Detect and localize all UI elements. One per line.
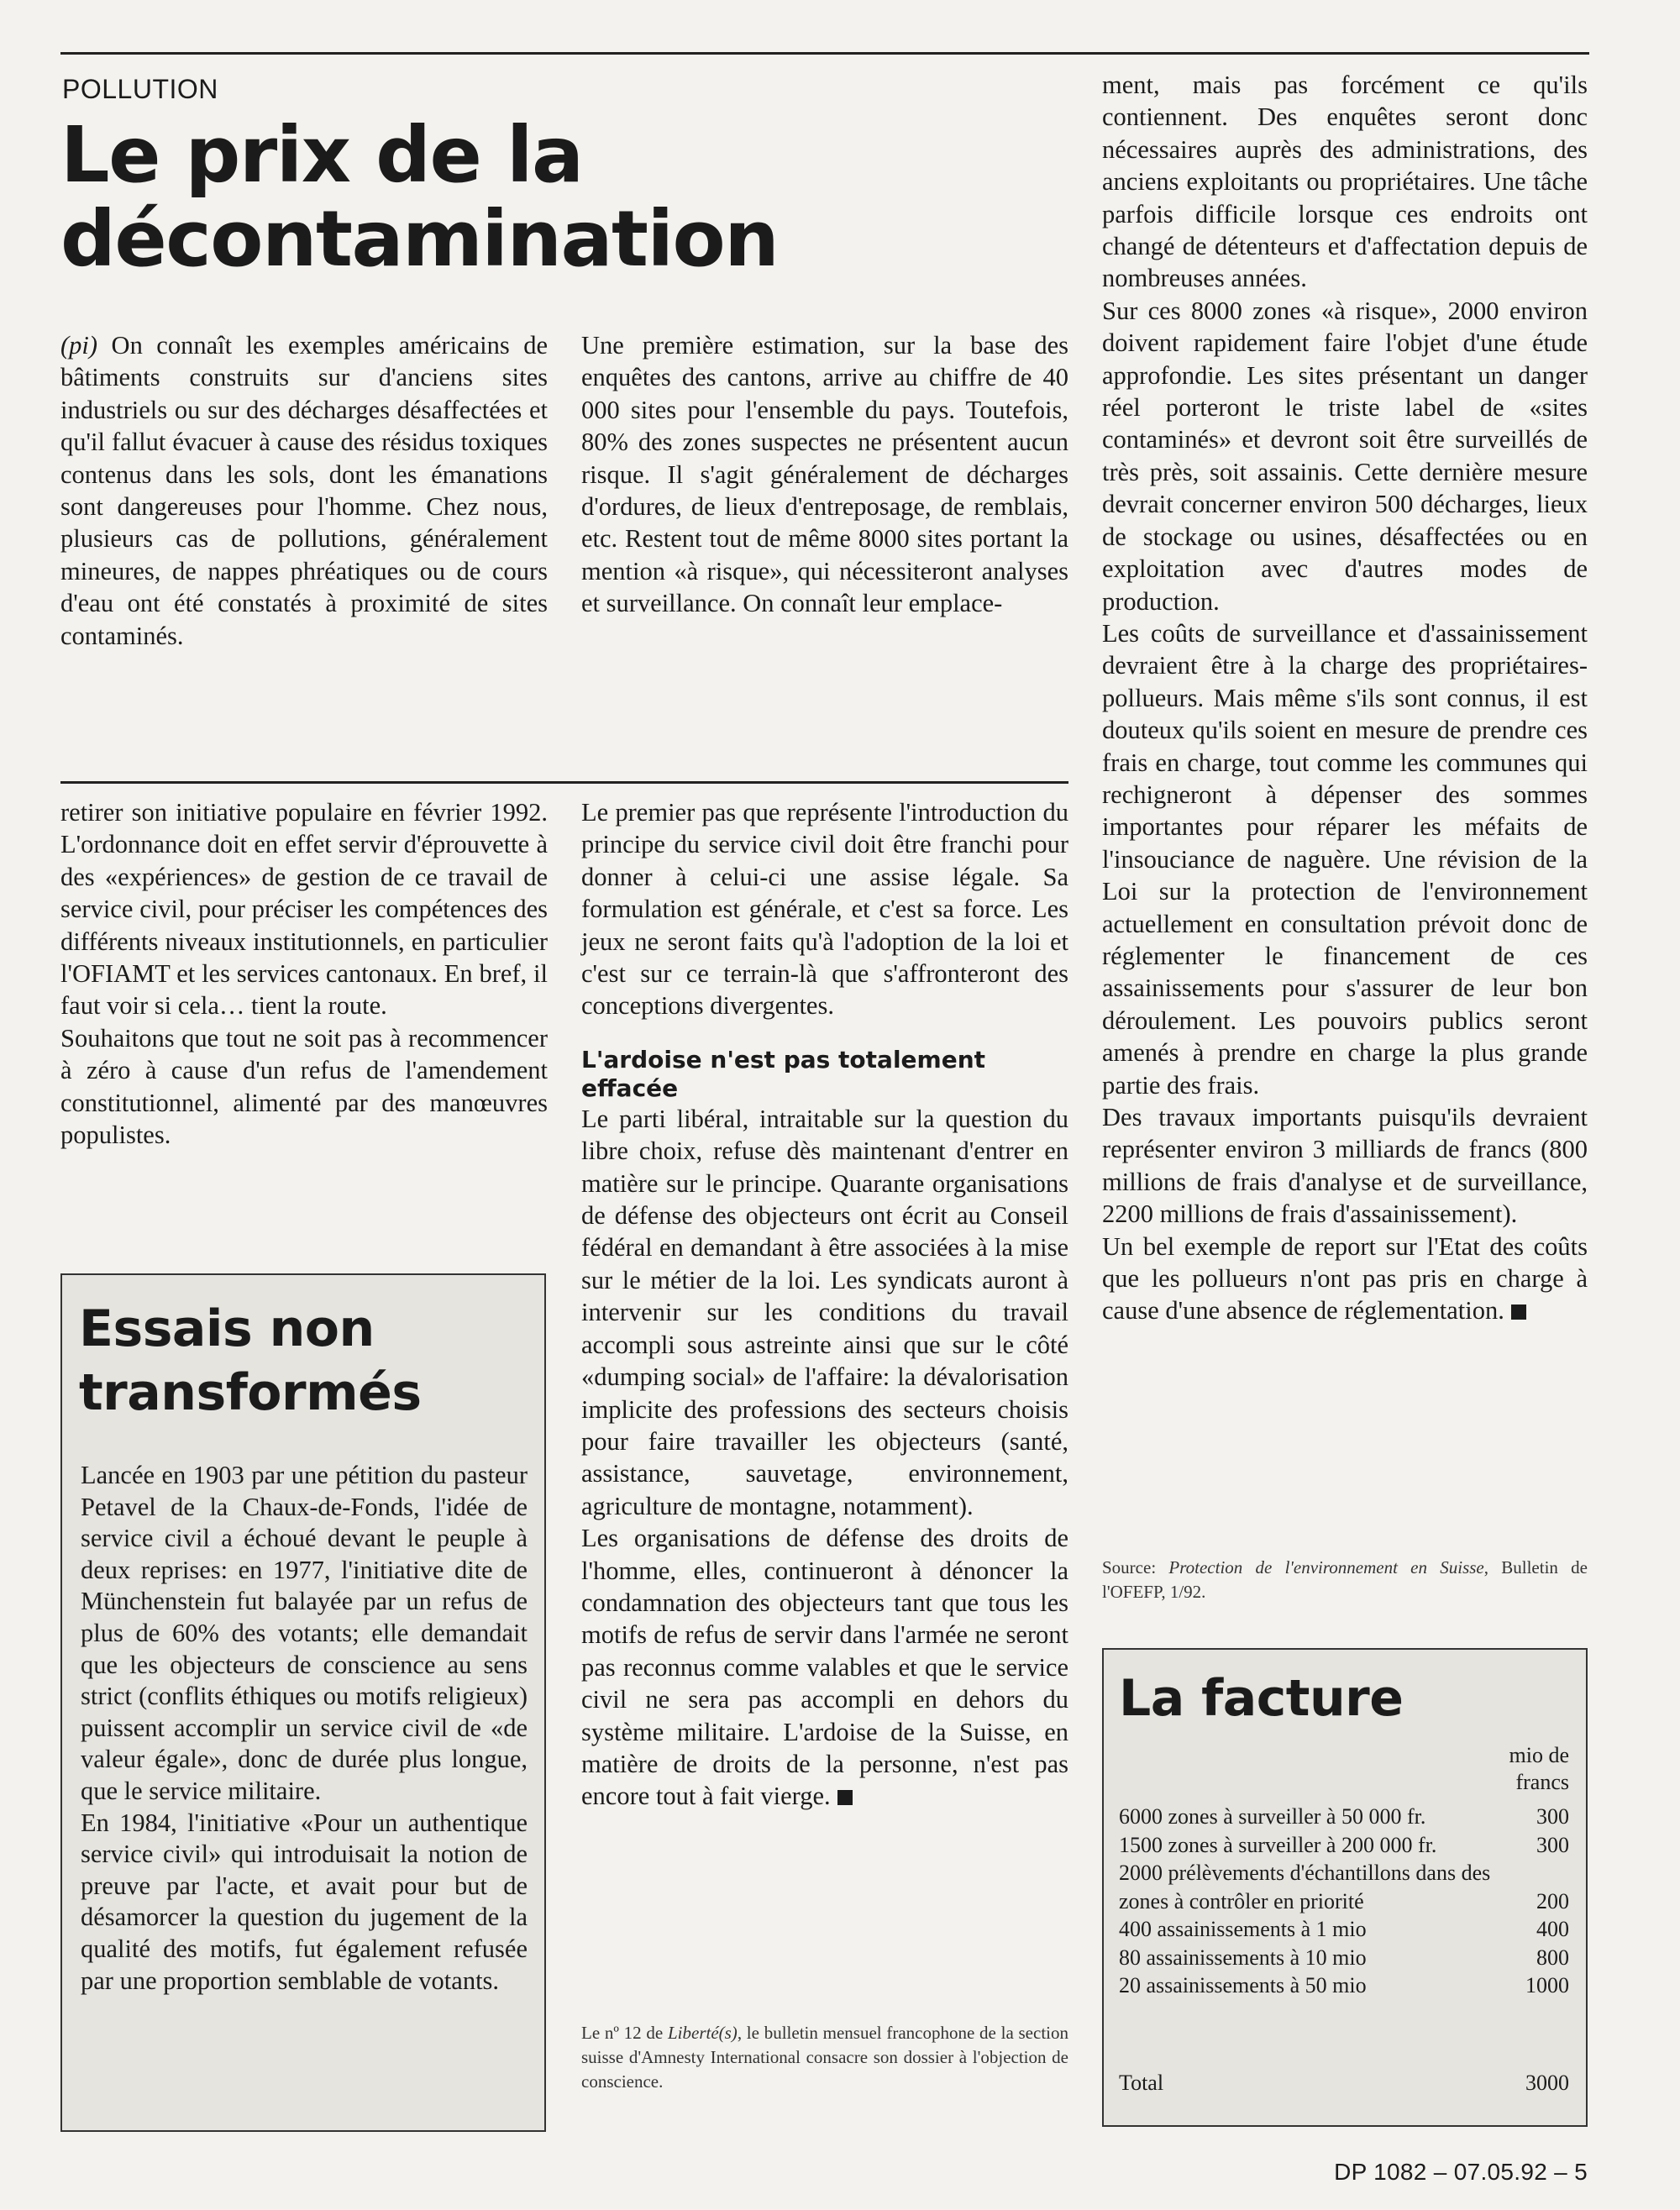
article1-column-3 [1102, 69, 1588, 1327]
article1-intro [60, 329, 548, 652]
cost-amount: 1000 [1525, 1973, 1569, 1997]
article2-footnote [581, 2021, 1068, 2094]
cost-row [1119, 1915, 1569, 1944]
article1-closing-text: Un bel exemple de report sur l'Etat des coûts que les pollueurs n'ont pas pris en charge à cause d'une absence de réglementation. [1102, 1231, 1588, 1325]
article1-source-note [1102, 1556, 1588, 1604]
box-paragraph: En 1984, l'initiative «Pour un authentique service civil» qui introduisait la notion de preuve par l'acte, et avait pour but de désamorcer la question du jugement de la qualité des motifs, fut également refusée par une proportion semblable de votants. [81, 1808, 528, 1995]
cost-row [1119, 1831, 1569, 1860]
article1-column-2 [581, 329, 1068, 620]
sidebar-box-essais [60, 1273, 546, 2132]
cost-row [1119, 1944, 1569, 1972]
total-amount: 3000 [1525, 2071, 1569, 2095]
page-footer: DP 1082 – 07.05.92 – 5 [1334, 2159, 1588, 2185]
cost-row [1119, 1803, 1569, 1831]
cost-label: 6000 zones à surveiller à 50 000 fr. [1119, 1804, 1426, 1829]
cost-total-row [1119, 2070, 1569, 2097]
cost-label: 80 assainissements à 10 mio [1119, 1945, 1367, 1970]
box-title: Essais non transformés [79, 1299, 422, 1422]
article2-paragraph: retirer son initiative populaire en février 1992. L'ordonnance doit en effet servir d'éprouvette à des «expériences» de gestion de ce travail de service civil, pour préciser les compétences des différents niveaux institutionnels, en particulier l'OFIAMT et les services cantonaux. En bref, il faut voir si cela… tient la route. [60, 798, 548, 1021]
cost-row [1119, 1971, 1569, 2000]
author-initials: (pi) [60, 331, 98, 360]
note-suffix: , le bulletin mensuel francophone de la section suisse d'Amnesty International consacre son dossier à l'objection de conscience. [581, 2023, 1068, 2092]
cost-label: 1500 zones à surveiller à 200 000 fr. [1119, 1832, 1437, 1857]
article2-column-1 [60, 796, 548, 1151]
article1-paragraph [1102, 1231, 1588, 1327]
cost-label: 20 assainissements à 50 mio [1119, 1973, 1367, 1997]
article1-paragraph: Des travaux importants puisqu'ils devraient représenter environ 3 milliards de francs (800 millions de frais d'analyse et de surveillance, 2200 millions de frais d'assainissement). [1102, 1103, 1588, 1229]
article1-column-1 [60, 329, 548, 652]
cost-row [1119, 1859, 1569, 1915]
cost-amount: 200 [1536, 1888, 1569, 1913]
cost-label: 400 assainissements à 1 mio [1119, 1917, 1367, 1941]
article2-closing-text: Les organisations de défense des droits de l'homme, elles, continueront à dénoncer la condamnation des objecteurs tant que tous les motifs de refus de servir dans l'armée ne seront pas reconnus comme valables et que le service civil ne sera pas accompli en dehors du système militaire. L'ardoise de la Suisse, en matière de droits de la personne, n'est pas encore tout à fait vierge. [581, 1524, 1068, 1811]
cost-amount: 800 [1536, 1945, 1569, 1970]
note-title: Liberté(s) [667, 2023, 738, 2043]
article2-paragraph: Souhaitons que tout ne soit pas à recommencer à zéro à cause d'un refus de l'amendement constitutionnel, alimenté par des manœuvres populistes. [60, 1023, 548, 1150]
intro-text: On connaît les exemples américains de bâtiments construits sur d'anciens sites industriels ou sur des décharges désaffectées et qu'il fallut évacuer à cause des résidus toxiques contenus dans les sols, dont les émanations sont dangereuses pour l'homme. Chez nous, plusieurs cas de pollutions, généralement mineures, de nappes phréatiques ou de cours d'eau ont été constatés à proximité de sites contaminés. [60, 331, 548, 650]
article1-paragraph: ment, mais pas forcément ce qu'ils contiennent. Des enquêtes seront donc nécessaires auprès des administrations, des anciens exploitants ou propriétaires. Une tâche parfois difficile lorsque ces endroits ont changé de détenteurs et d'affectation depuis de nombreuses années. [1102, 71, 1588, 293]
unit-label [1509, 1742, 1570, 1796]
note-prefix: Le nº 12 de [581, 2023, 668, 2043]
article1-paragraph: Sur ces 8000 zones «à risque», 2000 environ doivent rapidement faire l'objet d'une étude approfondie. Les sites présentant un danger réel porteront le triste label de «sites contaminés» et devront soit être surveillés de très près, soit assainis. Cette dernière mesure devrait concerner environ 500 décharges, lieux de stockage ou usines, désaffectées ou en exploitation avec d'autres modes de production. [1102, 296, 1588, 616]
unit-line: francs [1515, 1770, 1569, 1794]
box-body [81, 1460, 528, 1997]
article2-paragraph [581, 1522, 1068, 1813]
cost-amount: 300 [1536, 1804, 1569, 1829]
cost-amount: 300 [1536, 1832, 1569, 1857]
total-label: Total [1119, 2071, 1164, 2095]
article1-paragraph: Les coûts de surveillance et d'assainissement devraient être à la charge des propriétaires-pollueurs. Mais même s'ils sont connus, il est douteux qu'ils soient en mesure de prendre ces frais en charge, tout comme les communes qui rechigneront à dépenser des sommes importantes pour réparer les méfaits de l'insouciance de naguère. Une révision de la Loi sur la protection de l'environnement actuellement en consultation prévoit donc de réglementer le financement de ces assainissements pour s'assurer de leur bon déroulement. Les pouvoirs publics seront amenés à prendre en charge la plus grande partie des frais. [1102, 618, 1588, 1100]
article2-paragraph: Le parti libéral, intraitable sur la question du libre choix, refuse dès maintenant d'entrer en matière sur le principe. Quarante organisations de défense des objecteurs ont écrit au Conseil fédéral en demandant à être associées à la mise sur le métier de la loi. Les syndicats auront à intervenir sur les conditions du travail accompli sous astreinte ainsi que sur le côté «dumping social» de l'affaire: la dévalorisation implicite des professions des secteurs choisis pour faire travailler les objecteurs (santé, assistance, sauvetage, environnement, agriculture de montagne, notamment). [581, 1104, 1068, 1520]
end-mark-icon [837, 1790, 853, 1805]
article2-column-2 [581, 796, 1068, 1813]
source-suffix: , Bulletin de l'OFEFP, 1/92. [1102, 1557, 1588, 1602]
top-rule [60, 52, 1589, 55]
unit-line: mio de [1509, 1743, 1569, 1767]
box-paragraph: Lancée en 1903 par une pétition du pasteur Petavel de la Chaux-de-Fonds, l'idée de service civil a échoué devant le peuple à deux reprises: en 1977, l'initiative dite de Münchenstein fut balayée par un refus de plus de 60% des votants; elle demandait que les objecteurs de conscience au sens strict (conflits éthiques ou motifs religieux) puissent accomplir un service civil de «de valeur égale», donc de durée plus longue, que le service militaire. [81, 1461, 528, 1805]
sidebar-box-facture [1102, 1648, 1588, 2127]
article2-paragraph: Le premier pas que représente l'introduction du principe du service civil doit être franchi pour donner à celui-ci une assise légale. Sa formulation est générale, et c'est sa force. Les jeux ne seront faits qu'à l'adoption de la loi et c'est sur ce terrain-là que s'affronteront des conceptions divergentes. [581, 798, 1068, 1021]
cost-label: 2000 prélèvements d'échantillons dans des zones à contrôler en priorité [1119, 1861, 1491, 1913]
cost-amount: 400 [1536, 1917, 1569, 1941]
cost-table [1119, 1803, 1569, 2000]
article-headline: Le prix de la décontamination [60, 110, 779, 284]
box-title: La facture [1119, 1669, 1404, 1728]
section-kicker: POLLUTION [62, 74, 218, 104]
article1-paragraph: Une première estimation, sur la base des enquêtes des cantons, arrive au chiffre de 40 000 sites pour l'ensemble du pays. Toutefois, 80% des zones suspectes ne présentent aucun risque. Il s'agit généralement de décharges d'ordures, de lieux d'entreposage, de remblais, etc. Restent tout de même 8000 sites portant la mention «à risque», qui nécessiteront analyses et surveillance. On connaît leur emplace- [581, 331, 1068, 618]
source-prefix: Source: [1102, 1557, 1169, 1577]
section-divider-rule [60, 781, 1068, 784]
source-title: Protection de l'environnement en Suisse [1168, 1557, 1484, 1577]
end-mark-icon [1511, 1304, 1526, 1320]
article2-subheading: L'ardoise n'est pas totalement effacée [581, 1045, 986, 1102]
